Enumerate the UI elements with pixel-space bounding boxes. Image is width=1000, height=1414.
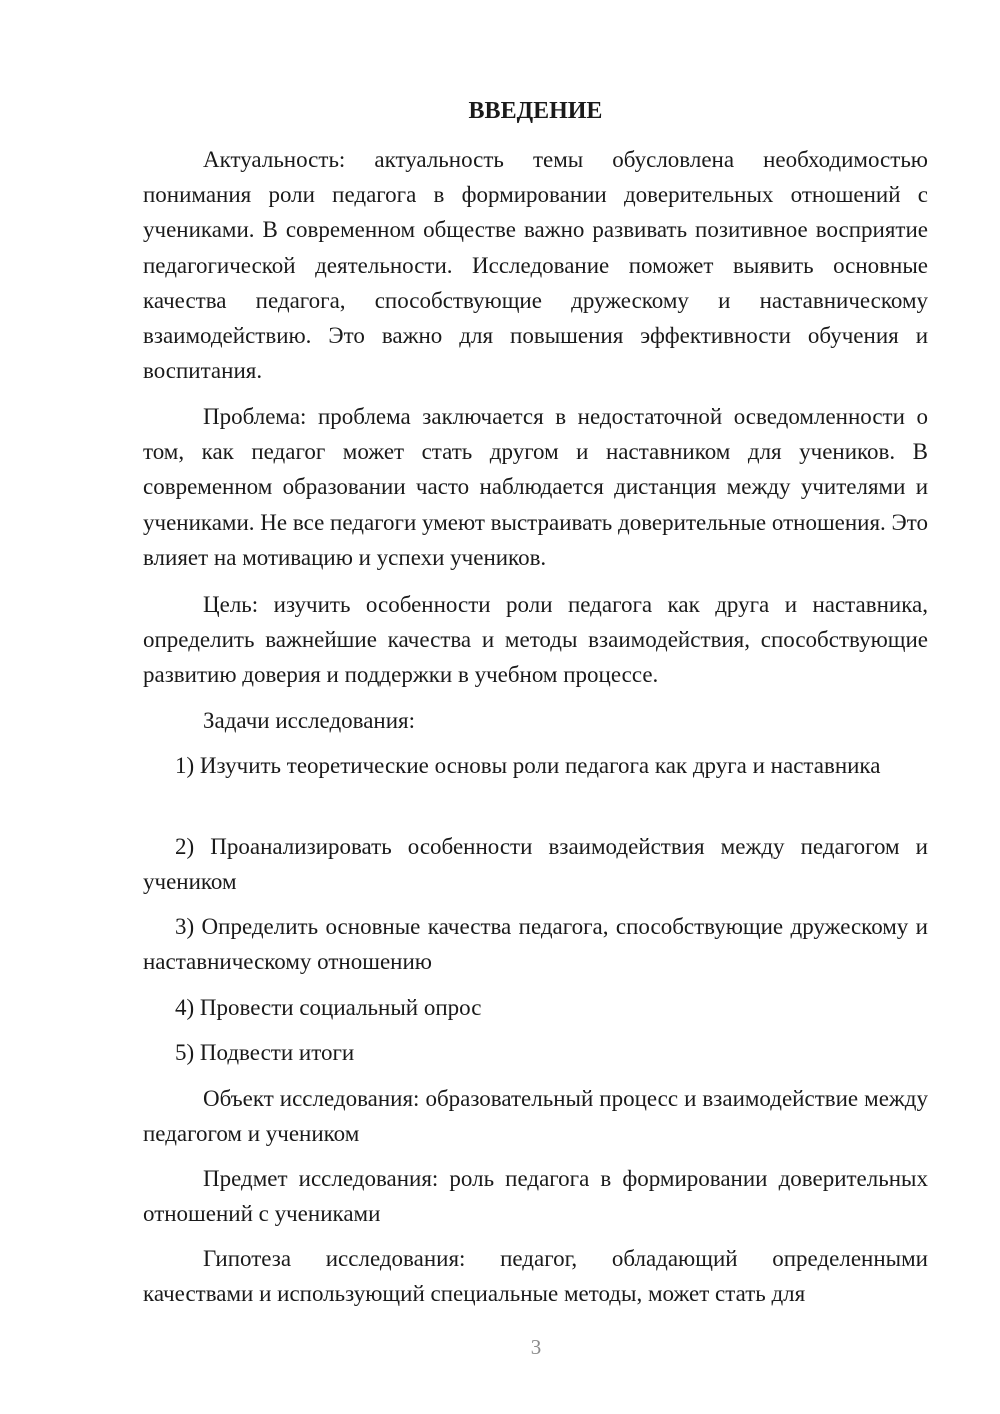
paragraph-object: Объект исследования: образовательный процесс и взаимодействие между педагогом и учеником (143, 1086, 928, 1147)
task-item-2: 2) Проанализировать особенности взаимодействия между педагогом и учеником (143, 834, 928, 895)
paragraph-subject: Предмет исследования: роль педагога в формировании доверительных отношений с учениками (143, 1166, 928, 1227)
task-item-4: 4) Провести социальный опрос (175, 995, 482, 1020)
page-number: 3 (530, 1335, 542, 1359)
section-heading: ВВЕДЕНИЕ (468, 98, 603, 124)
paragraph-hypothesis: Гипотеза исследования: педагог, обладающий определенными качествами и использующий специальные методы, может стать для (143, 1246, 928, 1307)
paragraph-problem: Проблема: проблема заключается в недостаточной осведомленности о том, как педагог может стать другом и наставником для учеников. В современном образовании часто наблюдается дистанция между учителями и учениками. Не все педагоги умеют выстраивать доверительные отношения. Это влияет на мотивацию и успехи учеников. (143, 404, 928, 570)
task-item-5: 5) Подвести итоги (175, 1040, 355, 1065)
paragraph-goal: Цель: изучить особенности роли педагога как друга и наставника, определить важнейшие качества и методы взаимодействия, способствующие развитию доверия и поддержки в учебном процессе. (143, 592, 928, 688)
task-item-3: 3) Определить основные качества педагога, способствующие дружескому и наставническому отношению (143, 914, 928, 975)
task-item-1: 1) Изучить теоретические основы роли педагога как друга и наставника (175, 753, 881, 778)
tasks-title: Задачи исследования: (203, 708, 416, 733)
paragraph-relevance: Актуальность: актуальность темы обусловлена необходимостью понимания роли педагога в формировании доверительных отношений с учениками. В современном обществе важно развивать позитивное восприятие педагогической деятельности. Исследование поможет выявить основные качества педагога, способствующие дружескому и наставническому взаимодействию. Это важно для повышения эффективности обучения и воспитания. (143, 147, 928, 384)
